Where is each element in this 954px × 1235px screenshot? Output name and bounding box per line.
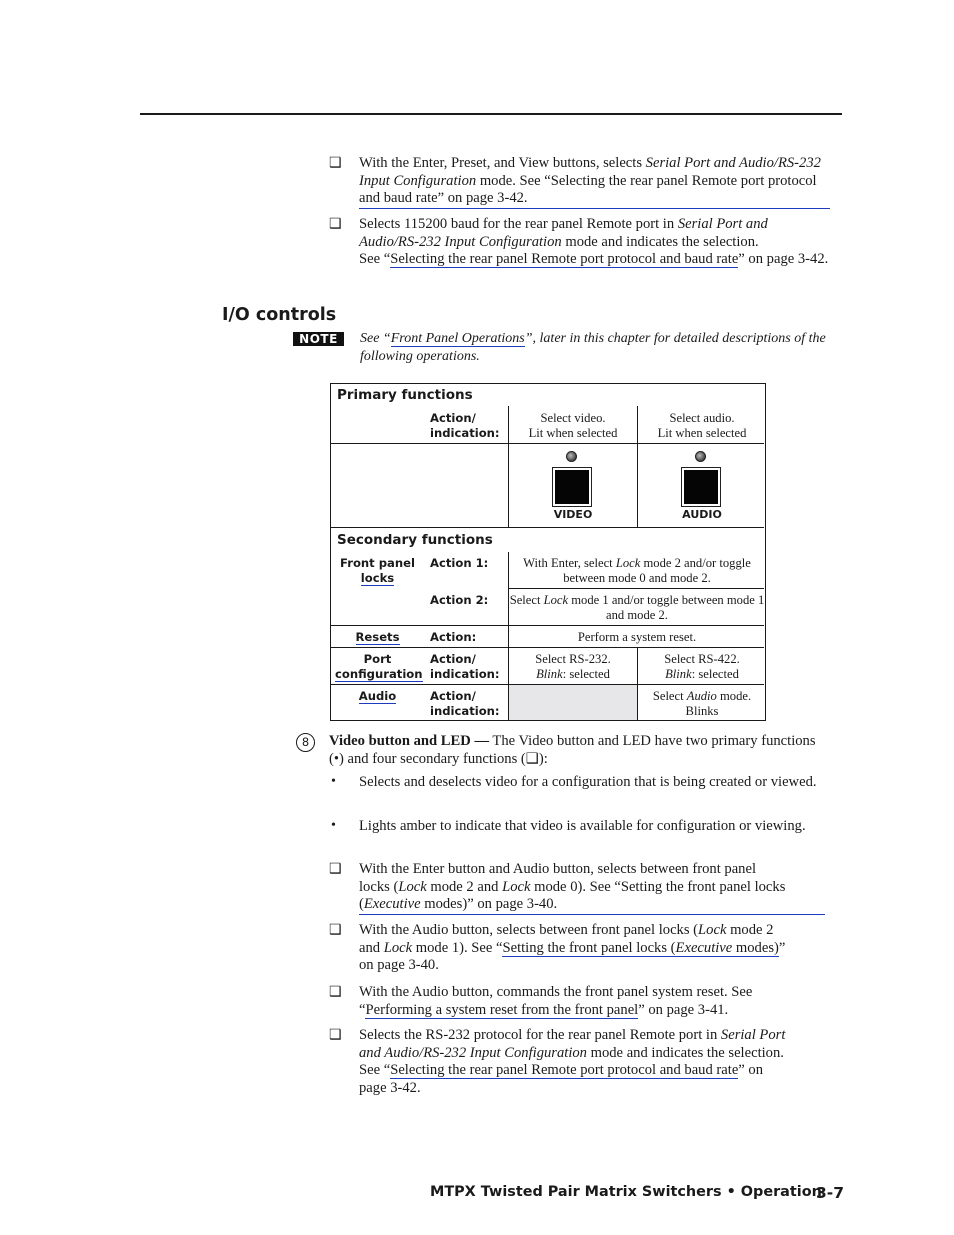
item-text: See “: [359, 1062, 391, 1079]
cell-text: mode 1 and/or toggle between mode 1 and mode 2.: [568, 593, 765, 622]
link-front-panel-operations[interactable]: Front Panel Operations: [390, 331, 525, 346]
item-text: mode and indicates the selection.: [586, 1044, 784, 1061]
cell-text: Select: [652, 689, 687, 703]
action2-label: Action 2:: [430, 593, 489, 607]
link-rear-panel-remote[interactable]: Selecting the rear panel Remote port protocol and baud rate: [390, 1062, 739, 1079]
action2-desc: [509, 593, 765, 623]
audio-button-label: AUDIO: [682, 508, 722, 521]
checkbox-icon: ❑: [329, 156, 342, 171]
link-rear-panel-remote[interactable]: Selecting the rear panel Remote port protocol and baud rate: [390, 251, 739, 268]
secondary-functions-title: Secondary functions: [337, 532, 493, 548]
action-indication-label: Action/ indication:: [430, 652, 500, 681]
bullet-icon: •: [331, 774, 336, 789]
cell-emphasis: Lock: [543, 593, 569, 607]
item-emphasis: Executive: [363, 896, 421, 913]
primary-functions-title: Primary functions: [337, 387, 473, 403]
note-text-part: ”, later in this chapter for detailed descriptions of the following operations.: [360, 331, 826, 364]
rs422-desc: [638, 652, 766, 682]
note-badge: NOTE: [293, 332, 344, 346]
link-underline: [359, 208, 830, 209]
port-configuration-label: [335, 652, 423, 682]
checkbox-icon: ❑: [329, 217, 342, 232]
item-text: mode 0). See “Setting the front panel locks: [530, 878, 786, 895]
item-emphasis: Serial Port and Audio/RS-232 Input Configuration: [359, 155, 821, 189]
link-underline: [359, 914, 825, 915]
item-line: page 3-42.: [359, 1079, 421, 1096]
table-line: [331, 625, 764, 626]
item-emphasis: Serial Port and Audio/RS-232 Input Configuration: [359, 216, 768, 250]
item-emphasis: Lock: [698, 922, 727, 938]
label-line: Front panel: [340, 556, 415, 570]
cell-emphasis: Blink: [536, 667, 563, 681]
audio-button[interactable]: [682, 468, 720, 506]
audio-mode-desc: [638, 689, 766, 719]
item-emphasis: Lock: [398, 878, 427, 895]
checkbox-icon: ❑: [329, 985, 342, 1000]
item-rs232-protocol: [359, 1027, 839, 1097]
item-text: See “: [359, 251, 391, 268]
item-front-panel-locks-mode0: [359, 861, 839, 914]
item-text: Selects 115200 baud for the rear panel Remote port in: [359, 216, 678, 232]
item-text: “: [359, 1001, 366, 1018]
front-panel-locks-label: [335, 556, 420, 586]
item-front-panel-locks-mode1: [359, 922, 839, 975]
video-desc-line: Select video.: [540, 411, 606, 425]
link-audio[interactable]: Audio: [358, 689, 397, 703]
item-serial-port-mode: [359, 155, 841, 208]
cell-emphasis: Lock: [615, 556, 641, 570]
item-text: ”: [778, 939, 786, 956]
item-text: mode 1). See “: [412, 939, 503, 956]
checkbox-icon: ❑: [329, 923, 342, 938]
item-text: ” on: [738, 1062, 764, 1079]
note-text: [360, 330, 830, 366]
audio-desc-line: Select audio.: [669, 411, 735, 425]
section-title: I/O controls: [222, 305, 337, 325]
bullet-item: Selects and deselects video for a configuration that is being created or viewed.: [359, 774, 817, 790]
link-resets[interactable]: Resets: [355, 630, 400, 644]
cell-emphasis: Audio: [686, 689, 717, 703]
action-indication-label: Action/ indication:: [430, 689, 500, 718]
action1-desc: [509, 556, 765, 586]
audio-primary-desc: [638, 411, 766, 441]
item-line: on page 3-40.: [359, 957, 439, 974]
bullet-item: Lights amber to indicate that video is available for configuration or viewing.: [359, 818, 806, 834]
video-primary-desc: [509, 411, 637, 441]
item-text: mode. See “Selecting the rear panel Remote port protocol and baud rate” on page 3-42.: [359, 172, 817, 207]
empty-shaded-cell: [509, 685, 637, 720]
item-emphasis: Lock: [383, 939, 413, 956]
item-text: modes)” on page 3-40.: [420, 896, 558, 913]
cell-text: Select RS-422.: [664, 652, 740, 666]
cell-text: Blinks: [685, 704, 719, 718]
table-line: [331, 443, 764, 444]
cell-text: : selected: [562, 667, 610, 681]
checkbox-icon: ❑: [329, 1028, 342, 1043]
item-text: With the Enter, Preset, and View buttons, selects: [359, 155, 646, 171]
link-performing-system-reset[interactable]: Performing a system reset from the front panel: [365, 1001, 639, 1018]
item-line: With the Enter button and Audio button, selects between front panel: [359, 861, 756, 877]
link-text: Setting the front panel locks (: [502, 939, 676, 956]
cell-text: Select RS-232.: [535, 652, 611, 666]
cell-text: mode.: [716, 689, 752, 703]
item8-paragraph: [329, 733, 819, 768]
item-line: With the Audio button, commands the front panel system reset. See: [359, 984, 753, 1000]
item-text: mode 2: [726, 922, 774, 938]
item-text: mode and indicates the selection.: [561, 233, 759, 250]
action-label: Action:: [430, 630, 477, 644]
audio-desc-line: Lit when selected: [657, 426, 747, 440]
item-text: Selects the RS-232 protocol for the rear panel Remote port in: [359, 1027, 721, 1043]
link-text: modes): [732, 939, 779, 956]
header-rule: [140, 113, 842, 115]
item-text: (: [359, 896, 364, 913]
item8-text: The Video button and LED have two primary functions (•) and four secondary functions (❑):: [329, 733, 816, 767]
link-setting-front-panel-locks[interactable]: [502, 940, 778, 957]
item-emphasis: and Audio/RS-232 Input Configuration: [359, 1044, 587, 1061]
rs232-desc: [509, 652, 637, 682]
label-line: Port: [363, 652, 392, 666]
item8-title: Video button and LED —: [329, 733, 490, 749]
action-indication-label: Action/ indication:: [430, 411, 500, 440]
note-text-part: See “: [360, 331, 391, 346]
io-controls-table: [330, 383, 766, 721]
item-system-reset: [359, 984, 839, 1019]
callout-number-8: 8: [296, 733, 315, 752]
item-text: locks (: [359, 878, 399, 895]
audio-led-icon: [695, 451, 706, 462]
link-emphasis: Executive: [675, 939, 733, 956]
item-text: and: [359, 939, 384, 956]
page-number: 3-7: [816, 1184, 845, 1202]
video-button-label: VIDEO: [553, 508, 593, 521]
item-emphasis: Serial Port: [720, 1027, 786, 1043]
cell-text: mode 2 and/or toggle between mode 0 and mode 2.: [563, 556, 751, 585]
item-text: mode 2 and: [426, 878, 503, 895]
cell-text: With Enter, select: [523, 556, 616, 570]
resets-label: [335, 630, 420, 645]
video-button[interactable]: [553, 468, 591, 506]
link-front-panel-locks[interactable]: locks: [360, 571, 395, 585]
item-text: With the Audio button, selects between front panel locks (: [359, 922, 699, 938]
bullet-icon: •: [331, 818, 336, 833]
cell-emphasis: Blink: [665, 667, 692, 681]
checkbox-icon: ❑: [329, 862, 342, 877]
video-desc-line: Lit when selected: [528, 426, 618, 440]
table-line: [508, 588, 764, 589]
audio-row-label: [335, 689, 420, 704]
link-port-configuration[interactable]: configuration: [335, 667, 423, 681]
table-line: [331, 647, 764, 648]
item-text: ” on page 3-42.: [738, 251, 829, 268]
cell-text: Select: [509, 593, 544, 607]
action1-label: Action 1:: [430, 556, 489, 570]
table-line: [331, 527, 764, 528]
item-emphasis: Lock: [502, 878, 531, 895]
item-baud-115200: [359, 216, 829, 269]
video-led-icon: [566, 451, 577, 462]
item-text: ” on page 3-41.: [638, 1001, 729, 1018]
footer-title: MTPX Twisted Pair Matrix Switchers • Operation: [430, 1184, 822, 1200]
cell-text: : selected: [691, 667, 739, 681]
resets-desc: Perform a system reset.: [577, 630, 697, 644]
